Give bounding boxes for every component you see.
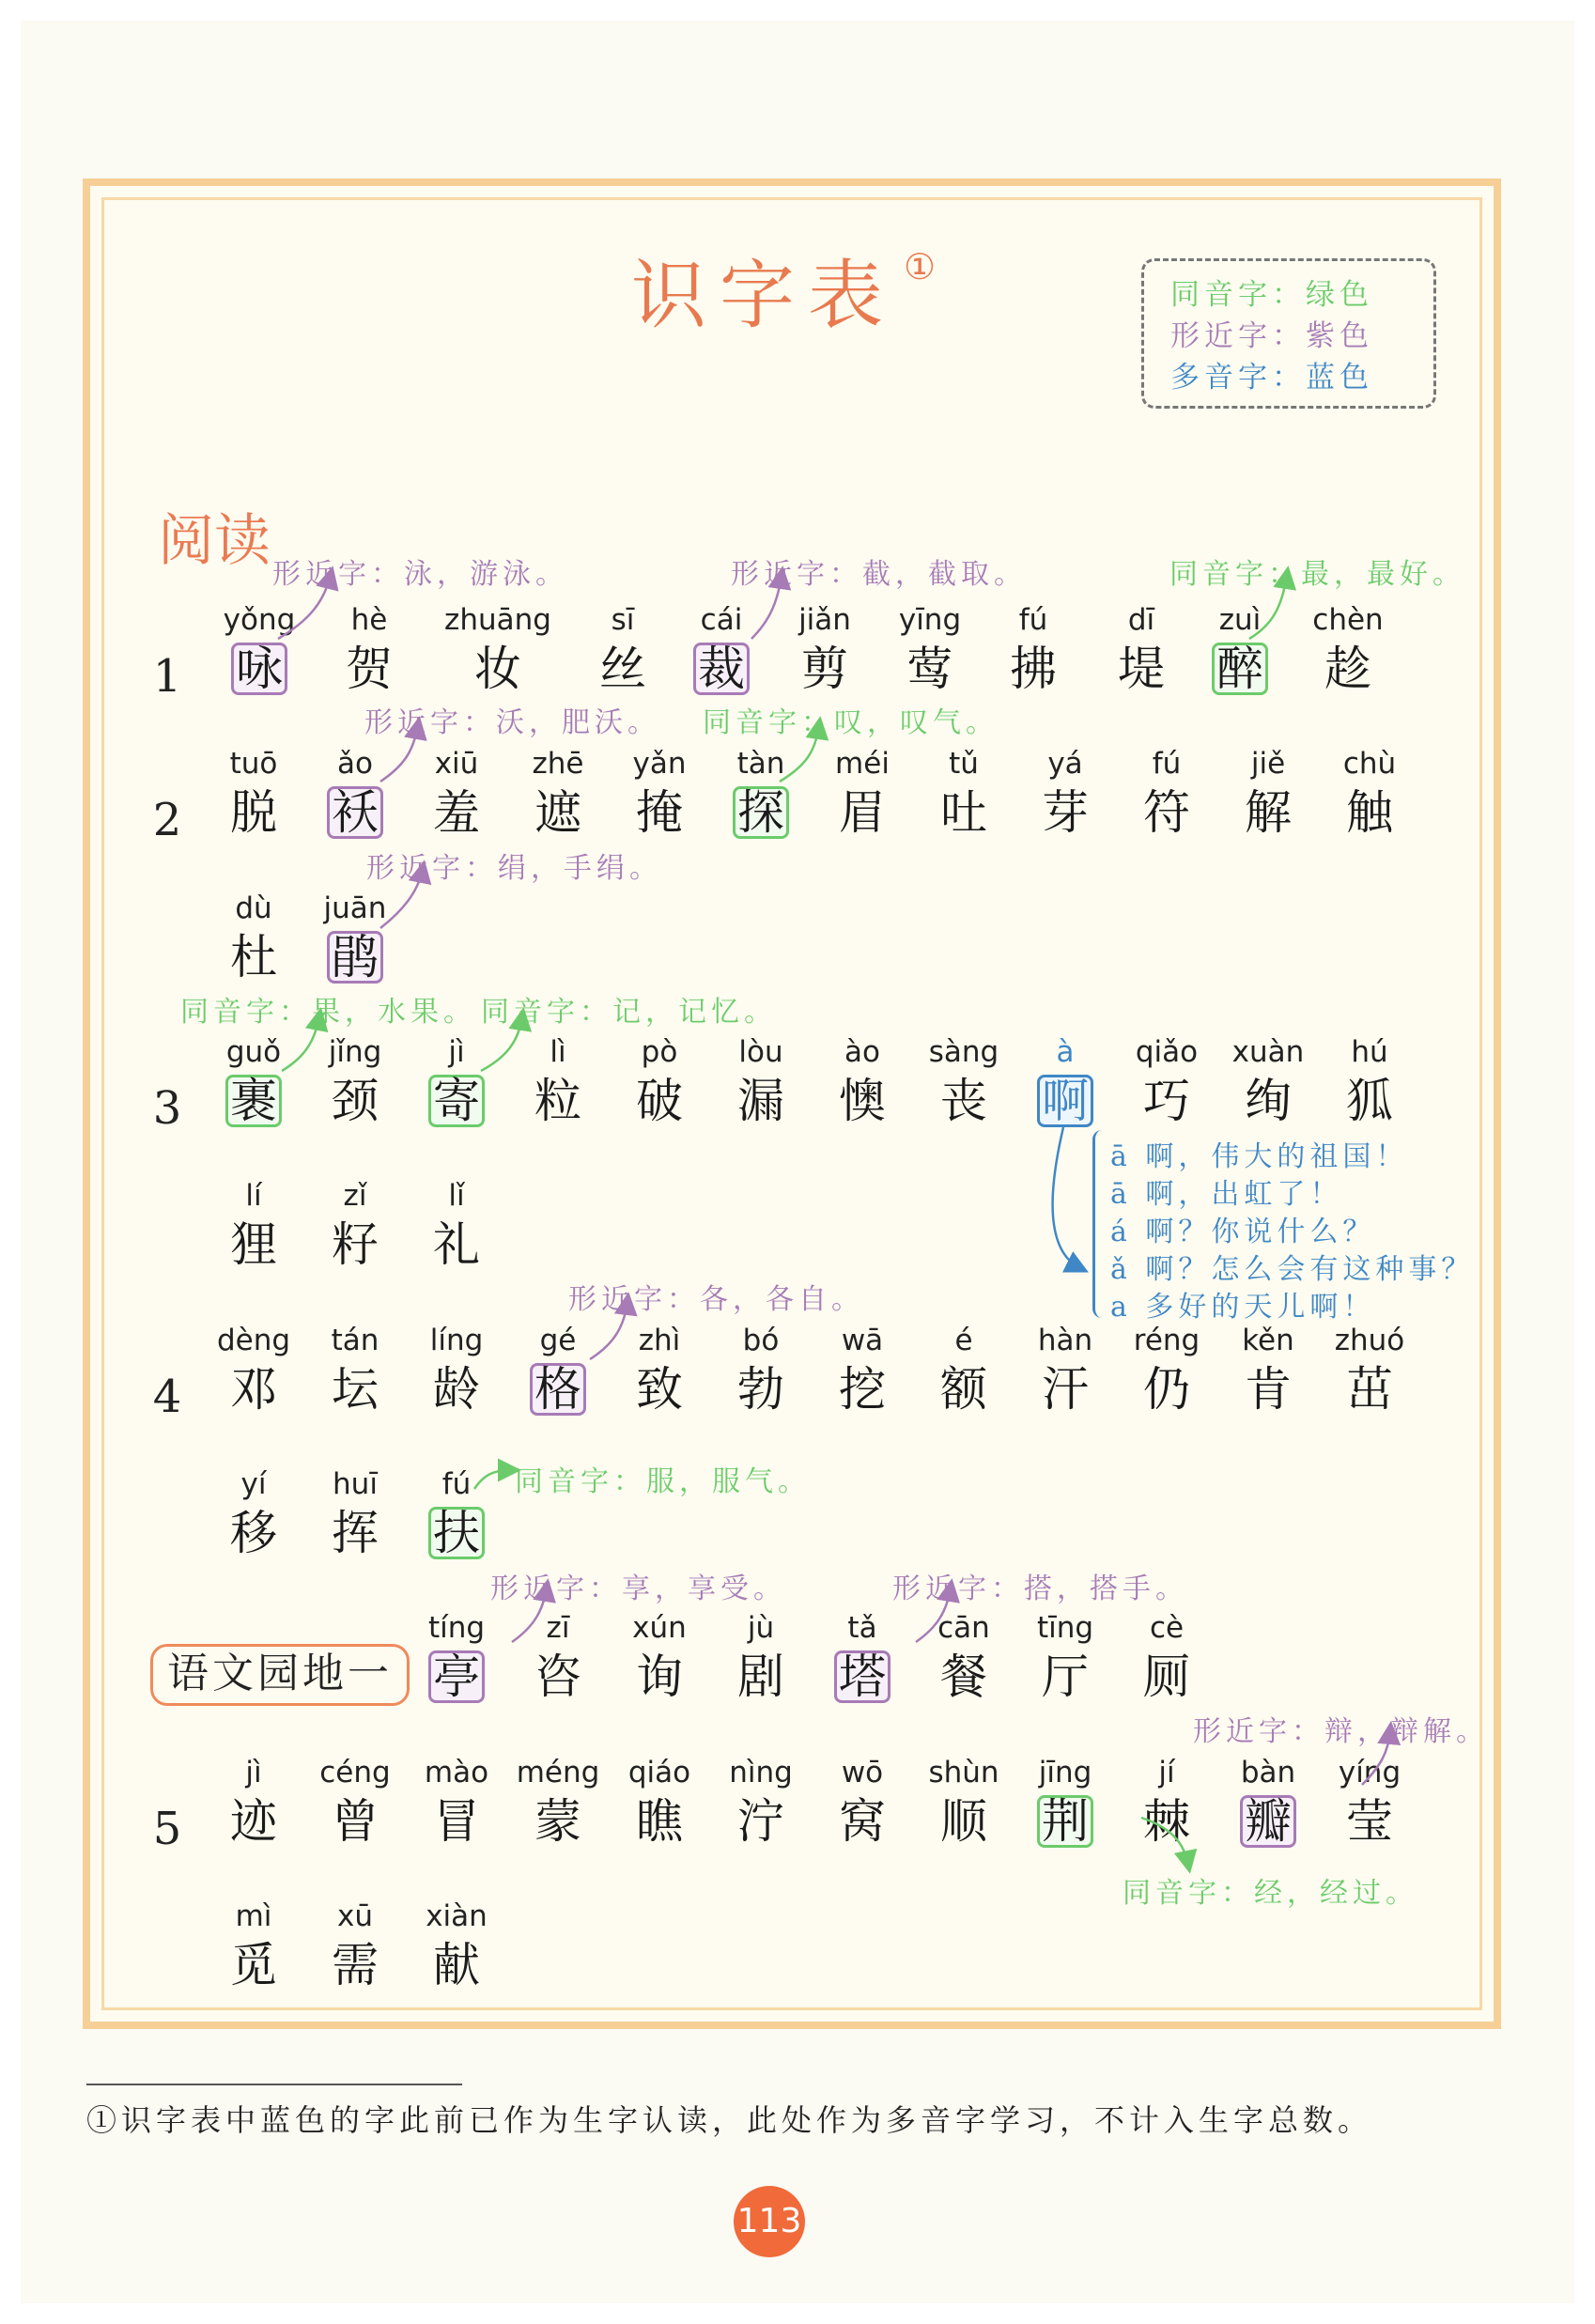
character-entry [705, 1754, 817, 1848]
hanzi: 触 [1346, 785, 1393, 840]
hanzi: 致 [636, 1362, 683, 1417]
hanzi: 瓣 [1240, 1795, 1296, 1848]
pinyin: wō [841, 1756, 884, 1789]
hanzi: 挥 [332, 1506, 379, 1560]
hanzi: 餐 [940, 1650, 987, 1704]
hanzi: 狸 [230, 1217, 277, 1272]
character-entry [603, 1033, 716, 1127]
character-entry [907, 1754, 1020, 1848]
hanzi: 需 [332, 1938, 379, 1992]
hanzi: 丧 [940, 1074, 987, 1128]
hanzi: 瞧 [636, 1794, 683, 1849]
hanzi: 仍 [1143, 1362, 1190, 1417]
character-entry [400, 1465, 513, 1559]
pinyin: xiū [434, 747, 479, 781]
pinyin: xuàn [1231, 1035, 1305, 1069]
hanzi: 杜 [230, 930, 277, 984]
hanzi: 绚 [1245, 1074, 1292, 1128]
homophone-note: 同音字：记，记忆。 [481, 996, 777, 1029]
pinyin: jiǎn [798, 603, 851, 637]
character-entry [502, 1033, 614, 1127]
character-entry [603, 1754, 716, 1848]
hanzi: 狐 [1346, 1074, 1393, 1128]
character-entry [502, 745, 614, 839]
pinyin: dī [1127, 603, 1155, 637]
character-entry [441, 601, 554, 695]
character-entry [299, 1177, 411, 1271]
pinyin: yǒng [223, 603, 296, 637]
hanzi: 礼 [433, 1217, 480, 1272]
hanzi: 询 [636, 1650, 683, 1704]
pinyin: céng [319, 1756, 391, 1789]
character-entry [705, 1609, 817, 1703]
similar-shape-note: 形近字：搭，搭手。 [892, 1573, 1188, 1605]
character-entry [1212, 1322, 1324, 1416]
character-entry [203, 601, 316, 695]
pinyin: guǒ [225, 1035, 282, 1069]
character-entry [313, 601, 426, 695]
pinyin: sī [611, 603, 635, 637]
character-entry [1110, 1609, 1223, 1703]
hanzi: 遮 [534, 785, 581, 840]
hanzi: 咨 [534, 1650, 581, 1704]
pinyin: fú [1018, 603, 1048, 637]
pinyin: pò [641, 1035, 678, 1069]
character-entry [299, 1754, 411, 1848]
character-entry [299, 1322, 411, 1416]
pinyin: yīng [898, 603, 962, 637]
pinyin: huī [333, 1467, 378, 1501]
character-entry [1085, 601, 1198, 695]
hanzi: 吐 [940, 785, 987, 840]
character-entry [1313, 1033, 1426, 1127]
pinyin: yí [240, 1467, 267, 1501]
hanzi: 巧 [1143, 1074, 1190, 1128]
polyphone-example: ā 啊，伟大的祖国！ [1110, 1140, 1409, 1173]
hanzi: 献 [433, 1938, 480, 1992]
character-entry [806, 1754, 919, 1848]
hanzi: 趁 [1324, 642, 1371, 696]
pinyin: jí [1158, 1756, 1175, 1789]
hanzi: 格 [530, 1363, 586, 1416]
character-entry [806, 1033, 919, 1127]
pinyin: xiàn [426, 1899, 488, 1933]
hanzi: 堤 [1118, 642, 1165, 696]
hanzi: 啊 [1037, 1075, 1093, 1127]
row-number: 1 [152, 650, 182, 703]
pinyin: cái [700, 603, 743, 637]
row-number: 2 [152, 794, 182, 846]
legend-homophone: 同音字：绿色 [1170, 278, 1373, 312]
pinyin: jì [448, 1035, 465, 1069]
character-entry [1212, 1754, 1324, 1848]
pinyin: lǐ [448, 1179, 465, 1213]
hanzi: 窝 [839, 1794, 886, 1849]
character-entry [197, 1754, 310, 1848]
legend-polyphone: 多音字：蓝色 [1170, 361, 1373, 395]
hanzi: 挖 [839, 1362, 886, 1417]
character-entry [400, 1177, 513, 1271]
hanzi: 厕 [1143, 1650, 1190, 1704]
similar-shape-note: 形近字：各，各自。 [568, 1283, 864, 1316]
hanzi: 贺 [346, 642, 393, 696]
hanzi: 泞 [737, 1794, 784, 1849]
pinyin: qiǎo [1135, 1035, 1199, 1069]
pinyin: zhuāng [444, 603, 551, 637]
pinyin: gé [539, 1324, 577, 1357]
hanzi: 裁 [693, 643, 750, 695]
hanzi: 寄 [428, 1075, 485, 1127]
character-entry [400, 1754, 513, 1848]
hanzi: 汗 [1042, 1362, 1089, 1417]
pinyin: bó [742, 1324, 780, 1357]
character-entry [1009, 745, 1122, 839]
pinyin: lòu [738, 1035, 783, 1069]
pinyin: réng [1133, 1324, 1200, 1357]
pinyin: lí [245, 1179, 262, 1213]
character-entry [1212, 1033, 1324, 1127]
hanzi: 解 [1245, 785, 1292, 840]
similar-shape-note: 形近字：截，截取。 [731, 558, 1027, 591]
page-title: 识字表 [631, 252, 896, 339]
pinyin: jù [747, 1611, 775, 1645]
character-entry [907, 1322, 1020, 1416]
pinyin: mì [235, 1899, 272, 1933]
character-entry [768, 601, 881, 695]
pinyin: jiě [1250, 747, 1286, 781]
character-entry [907, 745, 1020, 839]
hanzi: 龄 [433, 1362, 480, 1417]
character-entry [806, 1322, 919, 1416]
hanzi: 芽 [1042, 785, 1089, 840]
hanzi: 探 [733, 786, 789, 839]
hanzi: 莹 [1346, 1794, 1393, 1849]
character-entry [1313, 1322, 1426, 1416]
character-entry [1212, 745, 1324, 839]
pinyin: à [1056, 1035, 1075, 1069]
pinyin: zhì [638, 1324, 681, 1357]
hanzi: 咏 [231, 643, 287, 695]
pinyin: zhē [532, 747, 584, 781]
hanzi: 剧 [737, 1650, 784, 1704]
pinyin: bàn [1240, 1756, 1296, 1789]
character-entry [400, 1609, 513, 1703]
pinyin: yǎn [632, 747, 687, 781]
pinyin: xún [632, 1611, 687, 1645]
hanzi: 籽 [332, 1217, 379, 1272]
pinyin: xū [337, 1899, 373, 1933]
character-entry [1110, 1033, 1223, 1127]
hanzi: 勃 [737, 1362, 784, 1417]
pinyin: jì [245, 1756, 262, 1789]
pinyin: tǔ [949, 747, 979, 781]
pinyin: zī [546, 1611, 570, 1645]
hanzi: 塔 [834, 1650, 890, 1703]
pinyin: juān [323, 891, 387, 925]
hanzi: 蒙 [534, 1794, 581, 1849]
similar-shape-note: 形近字：沃，肥沃。 [364, 706, 660, 739]
hanzi: 袄 [327, 786, 383, 839]
pinyin: qiáo [627, 1756, 691, 1789]
hanzi: 懊 [839, 1074, 886, 1128]
character-entry [299, 890, 411, 984]
homophone-note: 同音字：经，经过。 [1123, 1877, 1418, 1910]
homophone-note: 同音字：叹，叹气。 [703, 706, 999, 739]
pinyin: zuì [1218, 603, 1262, 637]
hanzi: 肯 [1245, 1362, 1292, 1417]
hanzi: 棘 [1143, 1794, 1190, 1849]
similar-shape-note: 形近字：绢，手绢。 [366, 852, 662, 885]
character-entry [806, 1609, 919, 1703]
character-entry [502, 1322, 614, 1416]
pinyin: kěn [1242, 1324, 1294, 1357]
character-entry [197, 745, 310, 839]
character-entry [907, 1033, 1020, 1127]
hanzi: 羞 [433, 785, 480, 840]
pinyin: zǐ [343, 1179, 367, 1213]
homophone-note: 同音字：果，水果。 [180, 996, 476, 1029]
hanzi: 顺 [940, 1794, 987, 1849]
hanzi: 鹃 [327, 931, 383, 984]
pinyin: tuō [229, 747, 278, 781]
character-entry [197, 1898, 310, 1991]
hanzi: 裹 [225, 1075, 282, 1127]
character-entry [1009, 1322, 1122, 1416]
pinyin: sàng [928, 1035, 999, 1069]
hanzi: 拂 [1010, 642, 1057, 696]
hanzi: 坛 [332, 1362, 379, 1417]
hanzi: 迹 [230, 1794, 277, 1849]
hanzi: 茁 [1346, 1362, 1393, 1417]
character-entry [665, 601, 778, 695]
character-entry [197, 1177, 310, 1271]
character-entry [299, 1898, 411, 1991]
character-entry [1009, 1609, 1122, 1703]
hanzi: 掩 [636, 785, 683, 840]
character-entry [299, 1465, 411, 1559]
pinyin: méng [516, 1756, 600, 1789]
pinyin: lì [550, 1035, 566, 1069]
character-entry [197, 1465, 310, 1559]
footnote-marker: ① [904, 246, 937, 287]
pinyin: tíng [427, 1611, 486, 1645]
pinyin: é [954, 1324, 973, 1357]
pinyin: dù [235, 891, 272, 925]
pinyin: méi [835, 747, 890, 781]
hanzi: 妆 [474, 642, 521, 696]
pinyin: fú [1152, 747, 1182, 781]
hanzi: 移 [230, 1506, 277, 1560]
hanzi: 破 [636, 1074, 683, 1128]
pinyin: tán [331, 1324, 379, 1357]
character-entry [603, 745, 716, 839]
pinyin: ǎo [337, 747, 373, 781]
hanzi: 漏 [737, 1074, 784, 1128]
pinyin: hú [1351, 1035, 1388, 1069]
pinyin: shùn [928, 1756, 999, 1789]
section-heading: 阅读 [158, 508, 271, 574]
homophone-note: 同音字：最，最好。 [1169, 558, 1465, 591]
pinyin: mào [424, 1756, 489, 1789]
character-entry [977, 601, 1090, 695]
hanzi: 厅 [1042, 1650, 1089, 1704]
character-entry [400, 1033, 513, 1127]
pinyin: líng [429, 1324, 484, 1357]
pinyin: hè [350, 603, 388, 637]
character-entry [806, 745, 919, 839]
character-entry [705, 745, 817, 839]
legend-similar-shape: 形近字：紫色 [1170, 319, 1373, 353]
pinyin: jǐng [328, 1035, 382, 1069]
character-entry [1110, 1322, 1223, 1416]
character-entry [1313, 1754, 1426, 1848]
character-entry [603, 1322, 716, 1416]
hanzi: 觅 [230, 1938, 277, 1992]
hanzi: 醉 [1212, 643, 1268, 695]
hanzi: 粒 [534, 1074, 581, 1128]
pinyin: wā [841, 1324, 884, 1357]
character-entry [566, 601, 679, 695]
character-entry [197, 890, 310, 984]
character-entry [1009, 1754, 1122, 1848]
pinyin: jīng [1038, 1756, 1092, 1789]
polyphone-example: a 多好的天儿啊！ [1110, 1291, 1376, 1324]
footnote-rule [86, 2084, 462, 2085]
character-entry [400, 1898, 513, 1991]
character-entry [197, 1033, 310, 1127]
character-entry [1110, 745, 1223, 839]
pinyin: cè [1149, 1611, 1185, 1645]
character-entry [502, 1754, 614, 1848]
polyphone-example: ā 啊，出虹了！ [1110, 1178, 1343, 1211]
color-legend [1141, 258, 1436, 409]
page-number: 113 [734, 2186, 805, 2257]
pinyin: tǎ [847, 1611, 877, 1645]
character-entry [1110, 1754, 1223, 1848]
character-entry [1292, 601, 1404, 695]
polyphone-example: á 啊？你说什么？ [1110, 1216, 1376, 1248]
character-entry [299, 1033, 411, 1127]
hanzi: 莺 [906, 642, 953, 696]
hanzi: 眉 [839, 785, 886, 840]
row-number: 3 [152, 1082, 182, 1135]
character-entry [705, 1033, 817, 1127]
pinyin: yá [1047, 747, 1083, 781]
pinyin: yíng [1338, 1756, 1401, 1789]
character-entry [400, 1322, 513, 1416]
similar-shape-note: 形近字：辩，辩解。 [1193, 1715, 1489, 1748]
hanzi: 荆 [1037, 1795, 1093, 1848]
hanzi: 丝 [599, 642, 646, 696]
hanzi: 额 [940, 1362, 987, 1417]
character-entry [197, 1322, 310, 1416]
similar-shape-note: 形近字：泳，游泳。 [272, 558, 568, 591]
character-entry [1009, 1033, 1122, 1127]
hanzi: 脱 [230, 785, 277, 840]
homophone-note: 同音字：服，服气。 [515, 1465, 811, 1498]
row-number: 4 [152, 1371, 182, 1423]
character-entry [603, 1609, 716, 1703]
footnote: ①识字表中蓝色的字此前已作为生字认读，此处作为多音字学习，不计入生字总数。 [86, 2102, 1373, 2138]
pinyin: zhuó [1334, 1324, 1405, 1357]
pinyin: ào [844, 1035, 880, 1069]
hanzi: 扶 [428, 1507, 485, 1559]
character-entry [1313, 745, 1426, 839]
hanzi: 冒 [433, 1794, 480, 1849]
character-entry [400, 745, 513, 839]
hanzi: 剪 [801, 642, 848, 696]
character-entry [502, 1609, 614, 1703]
hanzi: 曾 [332, 1794, 379, 1849]
character-entry [907, 1609, 1020, 1703]
pinyin: tàn [736, 747, 785, 781]
row-number: 5 [152, 1803, 182, 1855]
character-entry [299, 745, 411, 839]
character-entry [705, 1322, 817, 1416]
hanzi: 亭 [428, 1650, 485, 1703]
hanzi: 符 [1143, 785, 1190, 840]
pinyin: chèn [1312, 603, 1384, 637]
character-entry [874, 601, 986, 695]
pinyin: chù [1342, 747, 1397, 781]
pinyin: cān [937, 1611, 990, 1645]
hanzi: 邓 [230, 1362, 277, 1417]
character-entry [1184, 601, 1296, 695]
garden-label: 语文园地一 [150, 1644, 410, 1706]
pinyin: dèng [216, 1324, 291, 1357]
pinyin: fú [441, 1467, 472, 1501]
hanzi: 颈 [332, 1074, 379, 1128]
similar-shape-note: 形近字：享，享受。 [490, 1573, 786, 1605]
polyphone-example: ǎ 啊？怎么会有这种事？ [1110, 1253, 1475, 1286]
pinyin: tīng [1036, 1611, 1094, 1645]
pinyin: nìng [729, 1756, 793, 1789]
pinyin: hàn [1037, 1324, 1093, 1357]
